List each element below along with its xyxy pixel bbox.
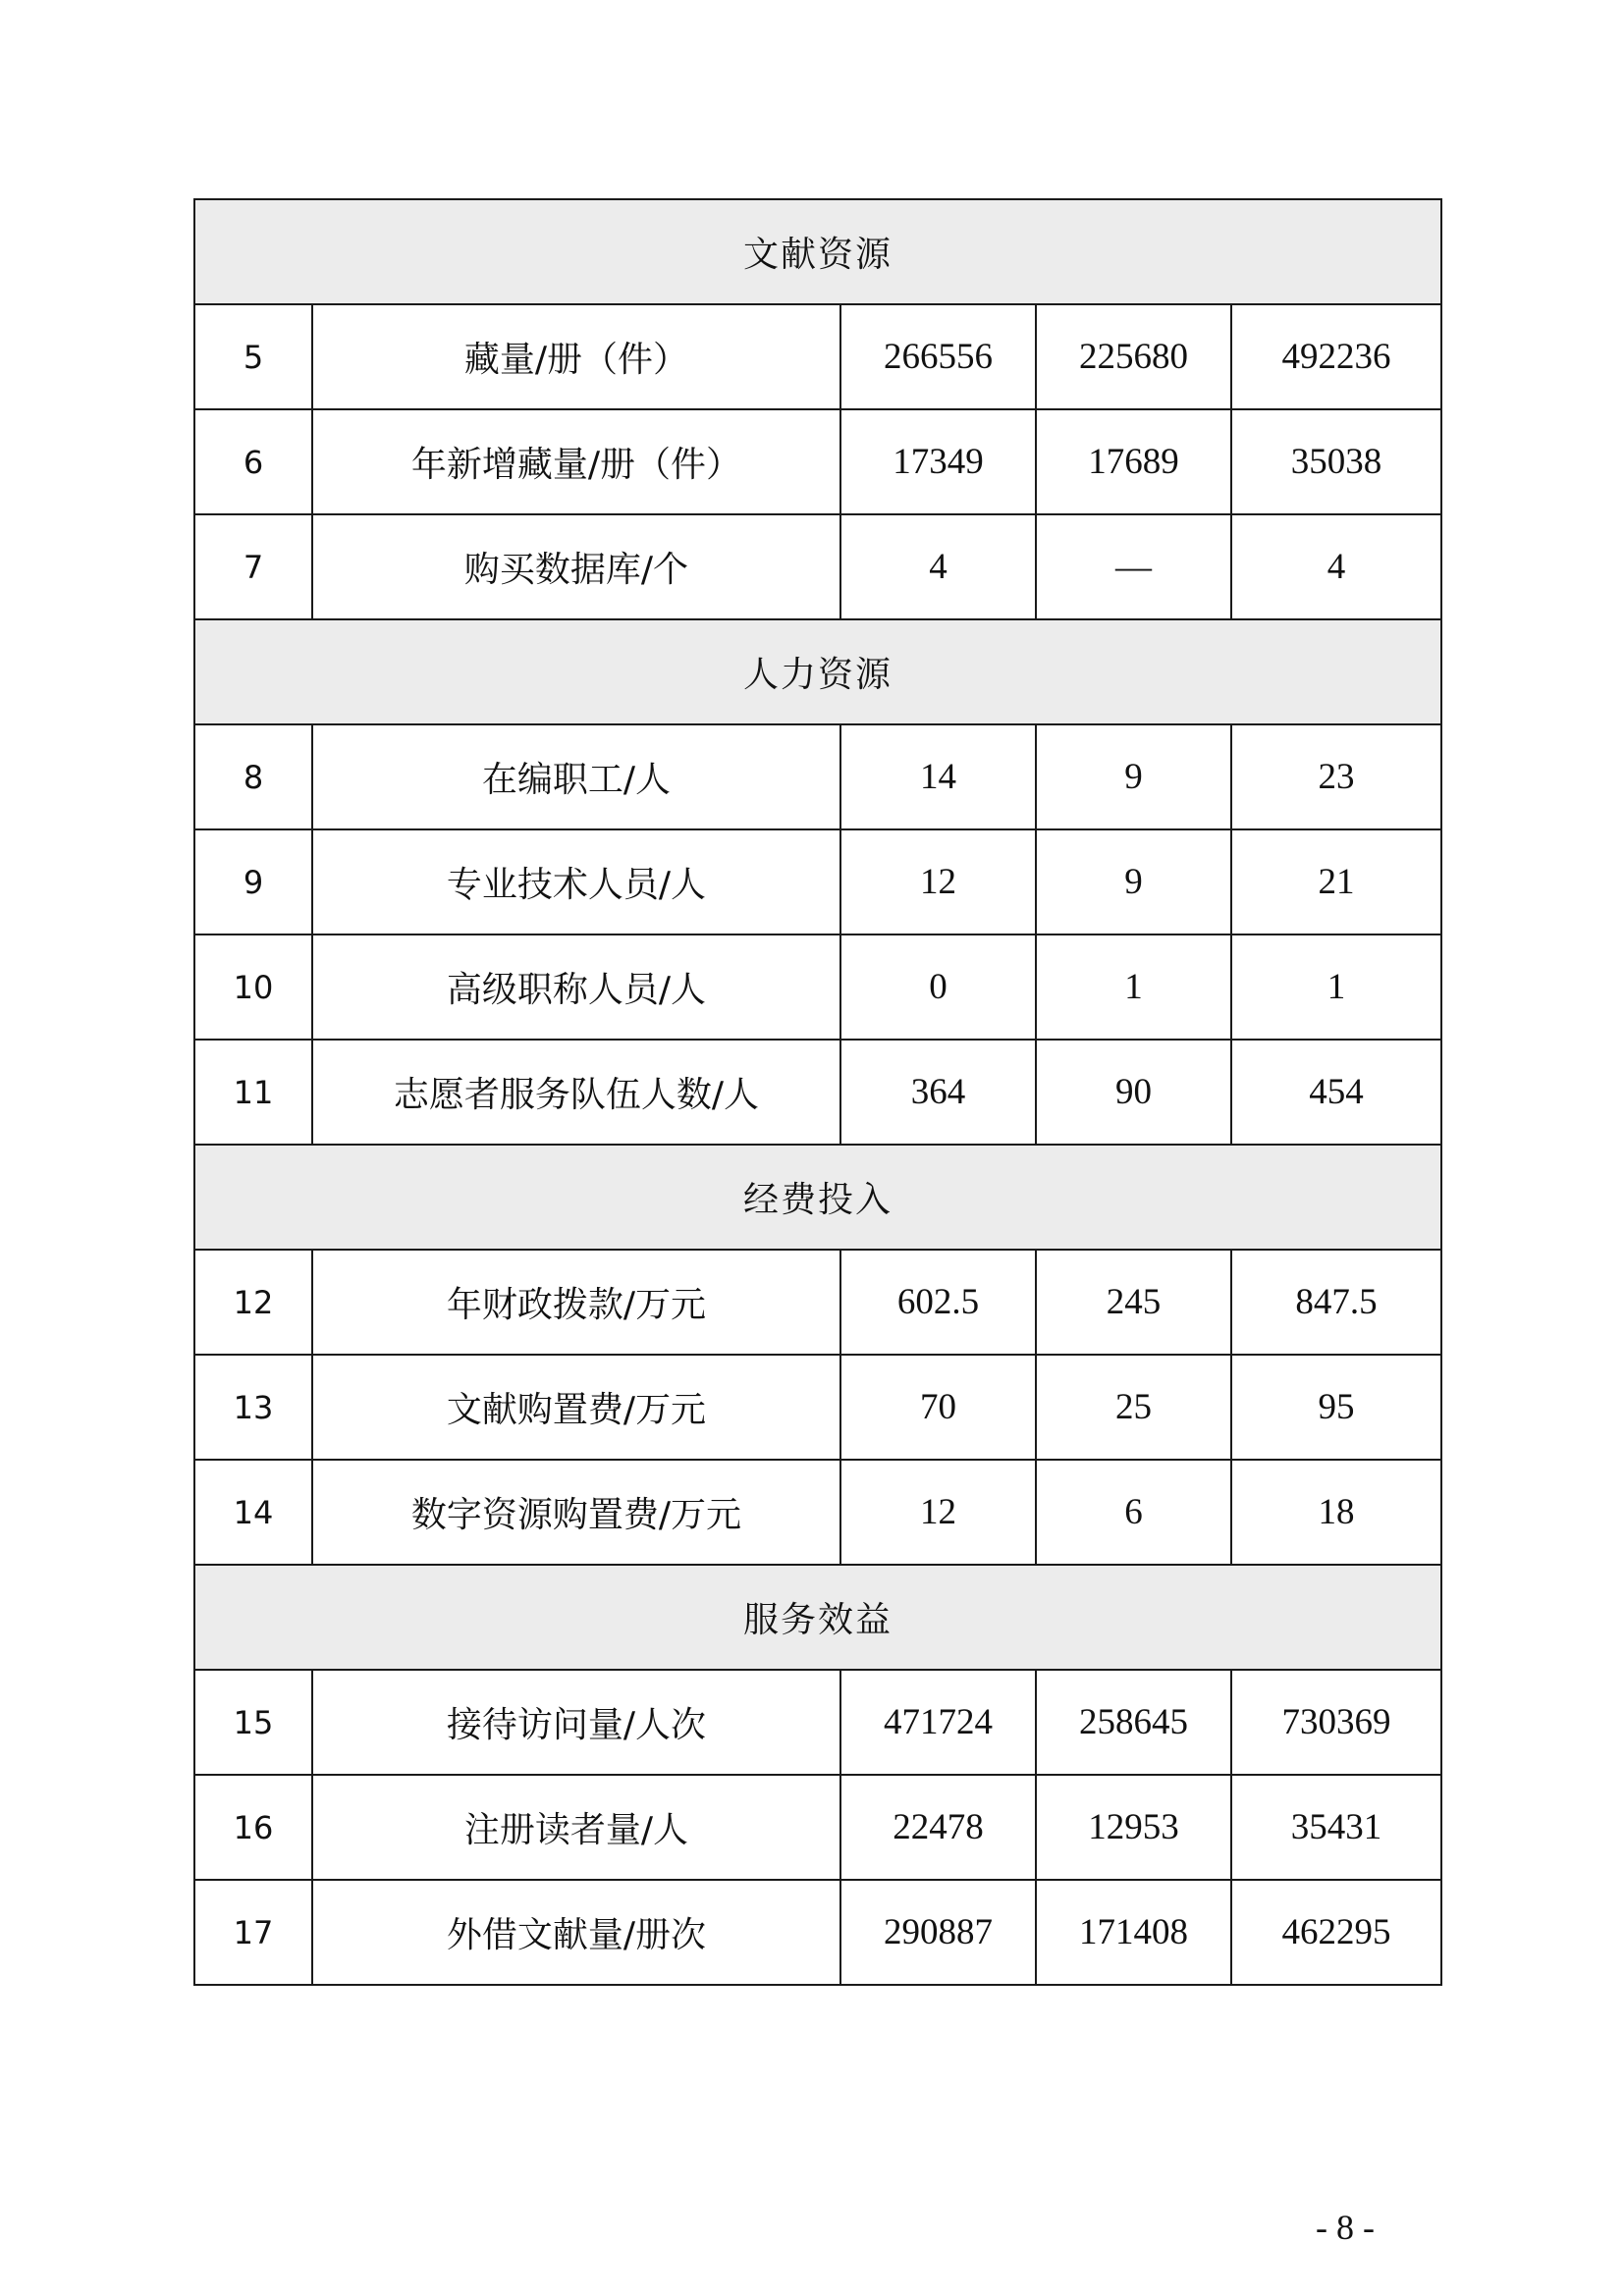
value-cell: 9 [1036,724,1231,829]
value-cell: 730369 [1231,1670,1441,1775]
value-cell: 17349 [840,409,1036,514]
value-cell: 9 [1036,829,1231,934]
table-row [194,934,1441,1040]
value-cell: 22478 [840,1775,1036,1880]
value-cell: 25 [1036,1355,1231,1460]
value-cell: 847.5 [1231,1250,1441,1355]
indicator-name: 在编职工/人 [312,724,840,829]
table-row [194,1460,1441,1565]
indicator-name: 志愿者服务队伍人数/人 [312,1040,840,1145]
indicator-name: 藏量/册（件） [312,304,840,409]
table-row [194,1355,1441,1460]
section-header-row [194,619,1441,724]
value-cell: 245 [1036,1250,1231,1355]
indicator-name: 接待访问量/人次 [312,1670,840,1775]
value-cell: 171408 [1036,1880,1231,1985]
value-cell: 258645 [1036,1670,1231,1775]
value-cell: 14 [840,724,1036,829]
indicator-name: 专业技术人员/人 [312,829,840,934]
row-number: 17 [194,1880,312,1985]
table-row [194,724,1441,829]
row-number: 7 [194,514,312,619]
value-cell: 266556 [840,304,1036,409]
row-number: 11 [194,1040,312,1145]
value-cell: 602.5 [840,1250,1036,1355]
table-row [194,409,1441,514]
value-cell: 35038 [1231,409,1441,514]
row-number: 8 [194,724,312,829]
row-number: 5 [194,304,312,409]
section-title: 人力资源 [194,619,1441,724]
row-number: 16 [194,1775,312,1880]
value-cell: 290887 [840,1880,1036,1985]
indicator-name: 外借文献量/册次 [312,1880,840,1985]
section-header-row [194,1565,1441,1670]
value-cell: 4 [840,514,1036,619]
row-number: 15 [194,1670,312,1775]
row-number: 9 [194,829,312,934]
value-cell: 12 [840,1460,1036,1565]
section-title: 经费投入 [194,1145,1441,1250]
value-cell: 1 [1231,934,1441,1040]
table-row [194,1040,1441,1145]
value-cell: 471724 [840,1670,1036,1775]
indicator-name: 年新增藏量/册（件） [312,409,840,514]
table-body [194,199,1441,1985]
value-cell: 225680 [1036,304,1231,409]
table-row [194,829,1441,934]
statistics-table [193,198,1442,1986]
page-number: - 8 - [1316,2208,1375,2247]
value-cell: 462295 [1231,1880,1441,1985]
section-title: 文献资源 [194,199,1441,304]
value-cell: 70 [840,1355,1036,1460]
value-cell: 454 [1231,1040,1441,1145]
value-cell: 364 [840,1040,1036,1145]
table-row [194,1250,1441,1355]
row-number: 6 [194,409,312,514]
table-row [194,1775,1441,1880]
value-cell: 18 [1231,1460,1441,1565]
row-number: 13 [194,1355,312,1460]
value-cell: 12953 [1036,1775,1231,1880]
indicator-name: 文献购置费/万元 [312,1355,840,1460]
value-cell: 4 [1231,514,1441,619]
value-cell: 23 [1231,724,1441,829]
row-number: 14 [194,1460,312,1565]
value-cell: 492236 [1231,304,1441,409]
table-row [194,1670,1441,1775]
section-title: 服务效益 [194,1565,1441,1670]
value-cell: 21 [1231,829,1441,934]
value-cell: 95 [1231,1355,1441,1460]
row-number: 12 [194,1250,312,1355]
value-cell: 6 [1036,1460,1231,1565]
value-cell: 90 [1036,1040,1231,1145]
value-cell: 1 [1036,934,1231,1040]
table-row [194,1880,1441,1985]
value-cell: 12 [840,829,1036,934]
section-header-row [194,1145,1441,1250]
value-cell: 0 [840,934,1036,1040]
row-number: 10 [194,934,312,1040]
value-cell: — [1036,514,1231,619]
indicator-name: 年财政拨款/万元 [312,1250,840,1355]
table-row [194,304,1441,409]
indicator-name: 注册读者量/人 [312,1775,840,1880]
indicator-name: 高级职称人员/人 [312,934,840,1040]
table-row [194,514,1441,619]
section-header-row [194,199,1441,304]
value-cell: 35431 [1231,1775,1441,1880]
indicator-name: 数字资源购置费/万元 [312,1460,840,1565]
value-cell: 17689 [1036,409,1231,514]
indicator-name: 购买数据库/个 [312,514,840,619]
